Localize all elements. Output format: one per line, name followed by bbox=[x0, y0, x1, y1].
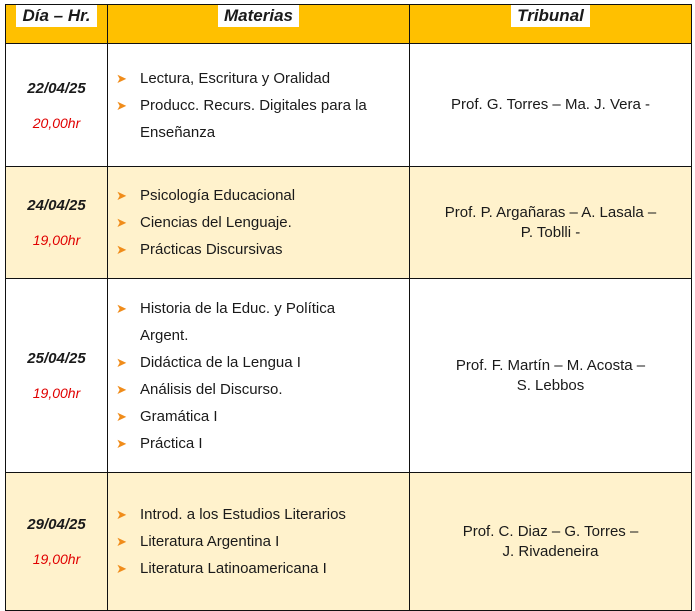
header-tribunal bbox=[410, 5, 692, 44]
header-day bbox=[6, 5, 108, 44]
subject-label: Didáctica de la Lengua I bbox=[140, 353, 301, 371]
header-tribunal-label: Tribunal bbox=[511, 5, 590, 27]
date-cell bbox=[6, 167, 108, 279]
header-day-label: Día – Hr. bbox=[16, 5, 96, 27]
date-cell bbox=[6, 279, 108, 473]
arrow-bullet-icon: ➤ bbox=[116, 300, 127, 316]
tribunal-line: Prof. G. Torres – Ma. J. Vera - bbox=[451, 96, 650, 113]
arrow-bullet-icon: ➤ bbox=[116, 97, 127, 113]
arrow-bullet-icon: ➤ bbox=[116, 188, 127, 203]
subject-label: Análisis del Discurso. bbox=[140, 380, 283, 398]
list-item-continuation bbox=[140, 119, 401, 146]
tribunal-cell bbox=[410, 473, 692, 611]
arrow-bullet-icon: ➤ bbox=[116, 354, 127, 370]
subject-label: Historia de la Educ. y Política bbox=[140, 299, 336, 317]
subjects-cell bbox=[108, 279, 410, 473]
exam-date: 24/04/25 bbox=[27, 197, 86, 214]
header-subjects-label: Materias bbox=[218, 5, 299, 27]
date-cell bbox=[6, 473, 108, 611]
list-item bbox=[116, 236, 401, 263]
list-item bbox=[116, 182, 401, 209]
tribunal-line: Prof. C. Diaz – G. Torres – bbox=[462, 522, 639, 540]
list-item bbox=[116, 555, 401, 582]
arrow-bullet-icon: ➤ bbox=[116, 381, 127, 397]
list-item bbox=[116, 501, 401, 528]
tribunal-line: Prof. F. Martín – M. Acosta – bbox=[455, 356, 646, 374]
list-item bbox=[116, 528, 401, 555]
table-row bbox=[6, 167, 692, 279]
subject-label: Lectura, Escritura y Oralidad bbox=[140, 69, 331, 87]
arrow-bullet-icon: ➤ bbox=[116, 242, 127, 257]
subject-label: Enseñanza bbox=[140, 123, 216, 141]
subjects-list bbox=[108, 182, 409, 263]
subjects-list bbox=[108, 501, 409, 582]
subjects-list bbox=[108, 65, 409, 146]
subject-label: Producc. Recurs. Digitales para la bbox=[140, 96, 367, 114]
tribunal-line: Prof. P. Argañaras – A. Lasala – bbox=[444, 203, 657, 221]
list-item bbox=[116, 209, 401, 236]
tribunal-line: P. Toblli - bbox=[520, 223, 581, 241]
exam-date: 22/04/25 bbox=[27, 79, 86, 97]
tribunal-cell bbox=[410, 279, 692, 473]
header-subjects bbox=[108, 5, 410, 44]
table-row bbox=[6, 279, 692, 473]
arrow-bullet-icon: ➤ bbox=[116, 534, 127, 549]
tribunal-line: J. Rivadeneira bbox=[502, 542, 599, 560]
subject-label: Psicología Educacional bbox=[140, 187, 296, 204]
header-row bbox=[6, 5, 692, 44]
list-item bbox=[116, 295, 401, 322]
exam-time: 20,00hr bbox=[32, 114, 81, 131]
arrow-bullet-icon: ➤ bbox=[116, 561, 127, 576]
tribunal-line: S. Lebbos bbox=[516, 376, 585, 394]
subjects-cell bbox=[108, 44, 410, 167]
list-item bbox=[116, 92, 401, 119]
subject-label: Literatura Latinoamericana I bbox=[140, 560, 327, 577]
exam-time: 19,00hr bbox=[32, 551, 81, 567]
list-item bbox=[116, 349, 401, 376]
subject-label: Gramática I bbox=[140, 407, 218, 425]
arrow-bullet-icon: ➤ bbox=[116, 215, 127, 230]
table-row bbox=[6, 473, 692, 611]
subject-label: Práctica I bbox=[140, 434, 203, 452]
arrow-bullet-icon: ➤ bbox=[116, 70, 127, 86]
list-item bbox=[116, 65, 401, 92]
subjects-cell bbox=[108, 473, 410, 611]
list-item-continuation bbox=[140, 322, 401, 349]
date-cell bbox=[6, 44, 108, 167]
exam-time: 19,00hr bbox=[32, 385, 81, 401]
exam-date: 29/04/25 bbox=[27, 516, 86, 533]
arrow-bullet-icon: ➤ bbox=[116, 408, 127, 424]
subject-label: Ciencias del Lenguaje. bbox=[140, 214, 292, 231]
subject-label: Prácticas Discursivas bbox=[140, 241, 283, 258]
exam-time: 19,00hr bbox=[32, 232, 81, 248]
subjects-list bbox=[108, 295, 409, 457]
list-item bbox=[116, 430, 401, 457]
arrow-bullet-icon: ➤ bbox=[116, 435, 127, 451]
subject-label: Argent. bbox=[140, 326, 189, 344]
arrow-bullet-icon: ➤ bbox=[116, 507, 127, 522]
table-row bbox=[6, 44, 692, 167]
exam-date: 25/04/25 bbox=[27, 350, 86, 367]
list-item bbox=[116, 403, 401, 430]
exam-schedule-table bbox=[5, 4, 692, 611]
subject-label: Introd. a los Estudios Literarios bbox=[140, 506, 346, 523]
tribunal-cell bbox=[410, 167, 692, 279]
tribunal-cell bbox=[410, 44, 692, 167]
list-item bbox=[116, 376, 401, 403]
subjects-cell bbox=[108, 167, 410, 279]
subject-label: Literatura Argentina I bbox=[140, 533, 280, 550]
